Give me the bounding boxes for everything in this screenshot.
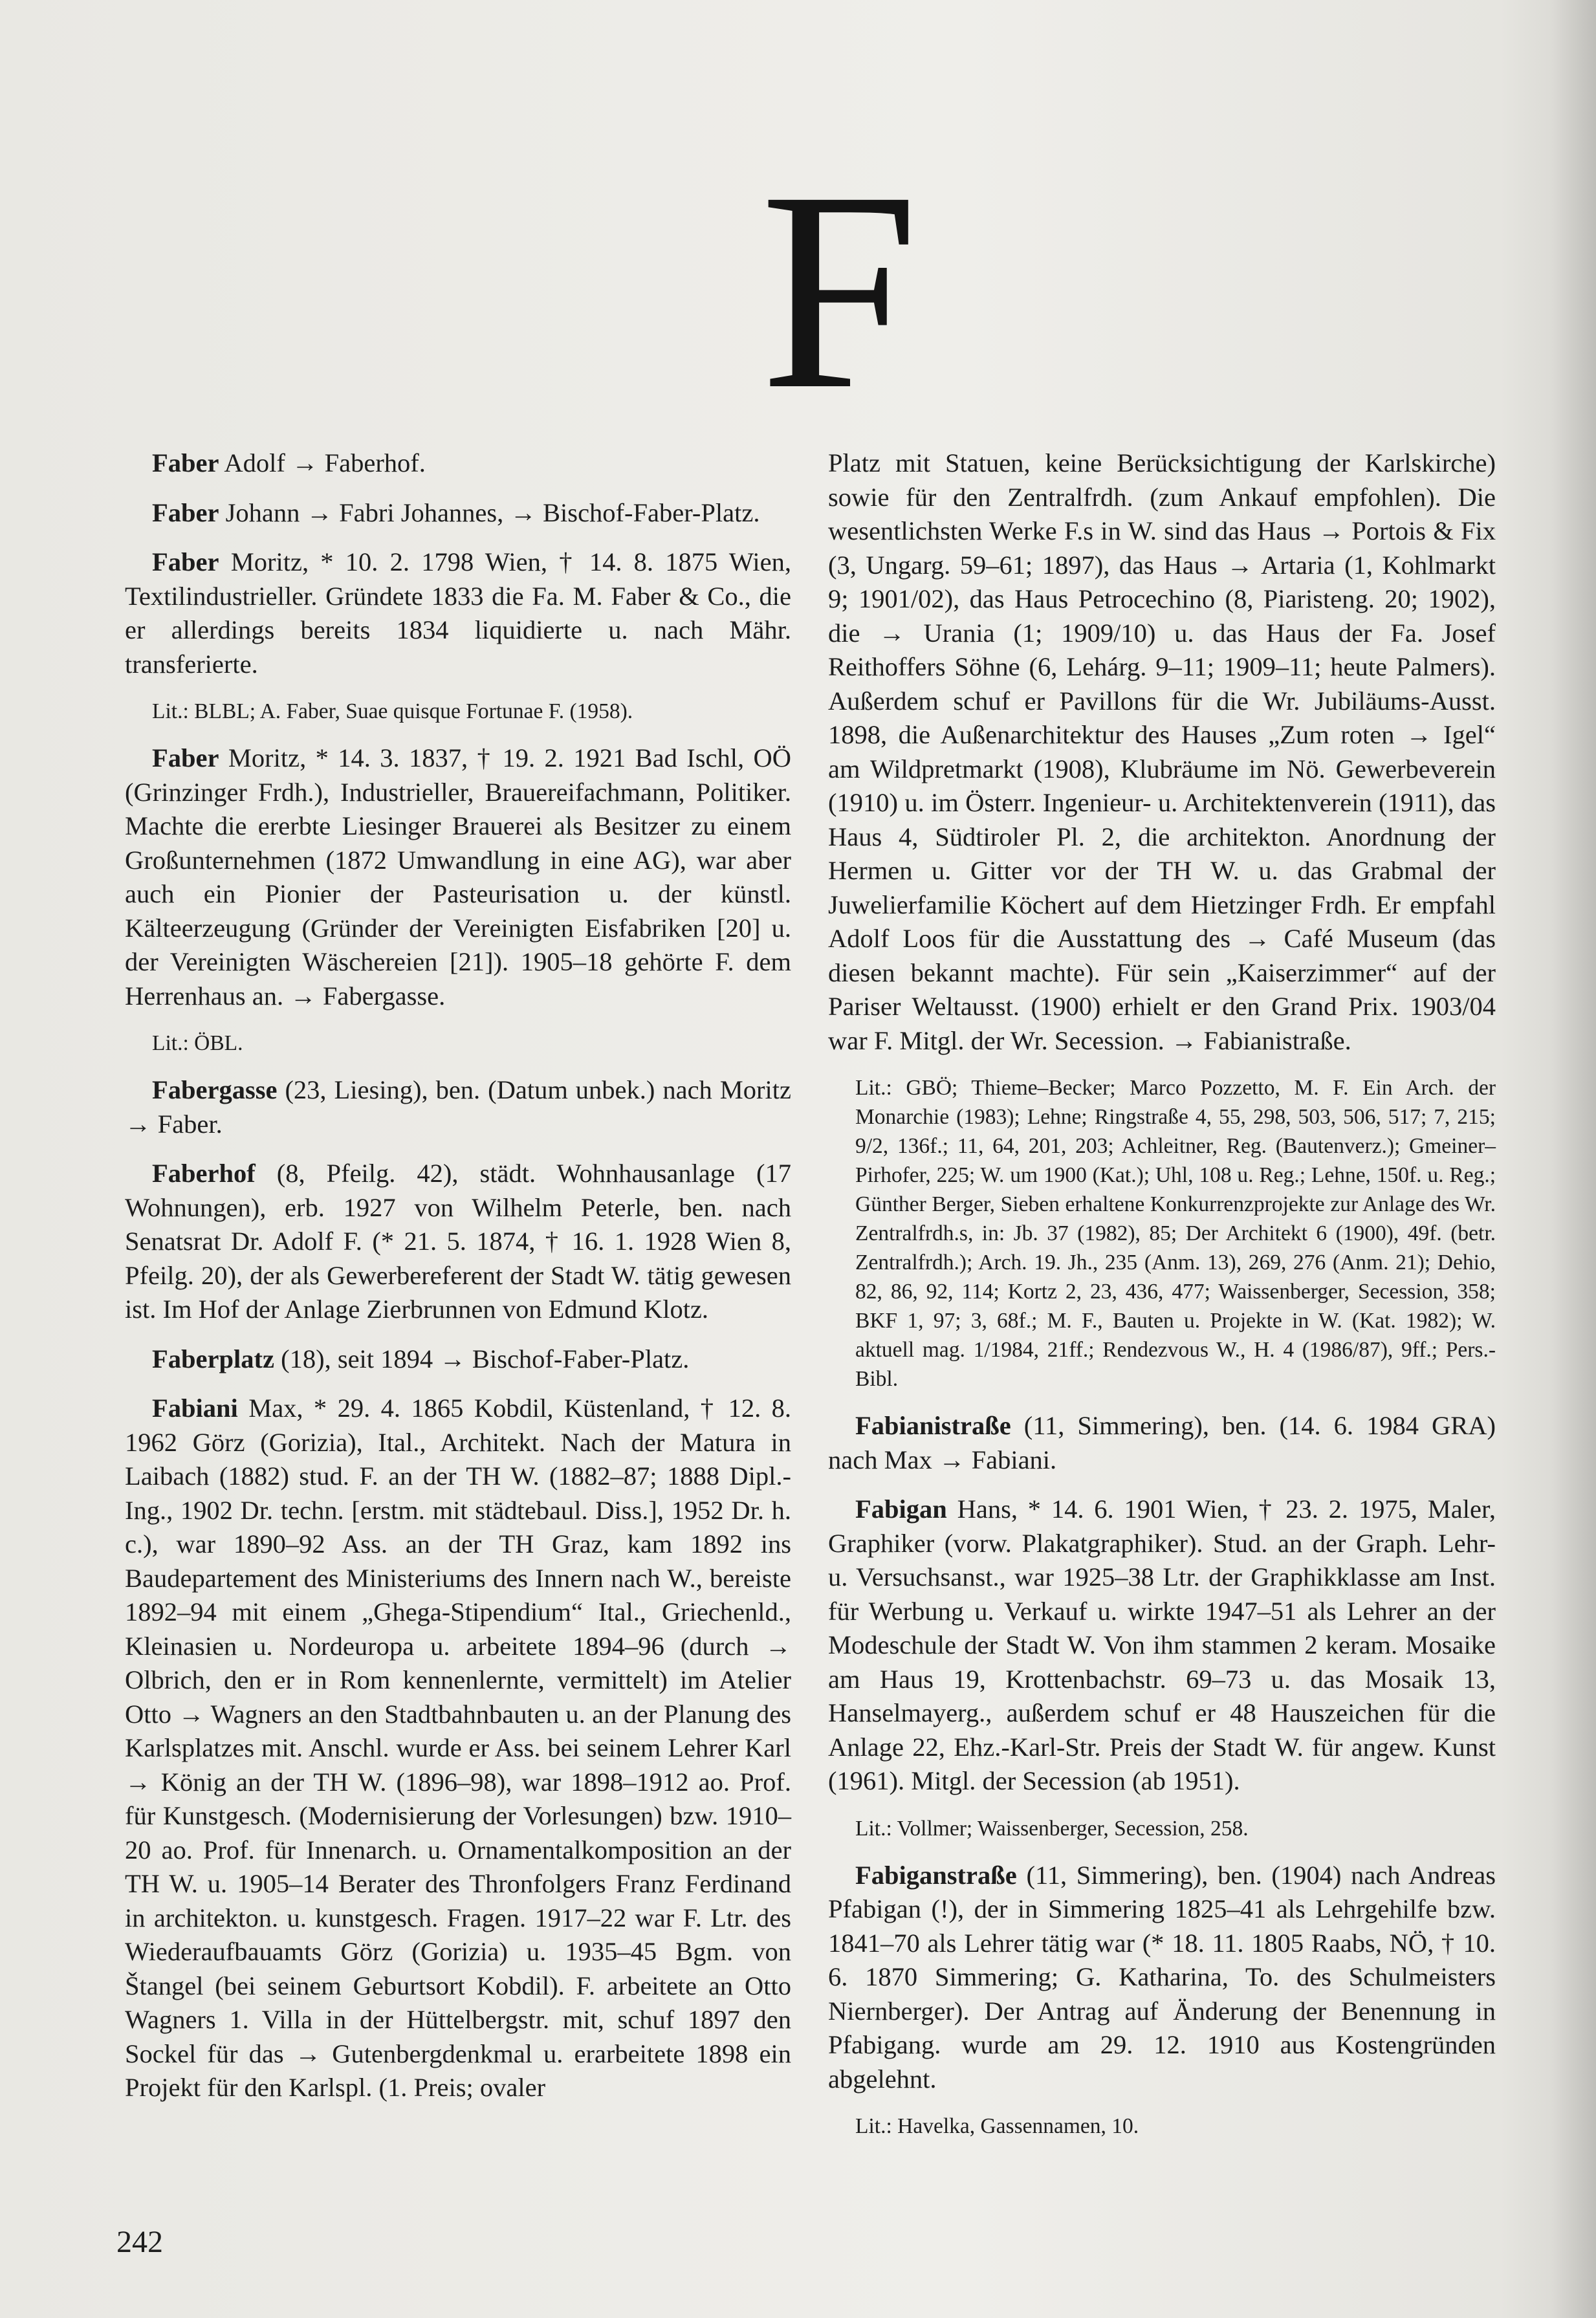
- headword: Faberplatz: [152, 1344, 274, 1373]
- entry-text: Johann → Fabri Johannes, → Bischof-Faber-Platz.: [225, 497, 760, 527]
- headword: Fabigan: [855, 1494, 947, 1524]
- literature-note: Lit.: BLBL; A. Faber, Suae quisque Fortunae F. (1958).: [152, 699, 633, 723]
- entry-text: Moritz, * 10. 2. 1798 Wien, † 14. 8. 1875 Wien, Textilindustrieller. Gründete 1833 die Fa. M. Faber & Co., die er allerdings bereits 1834 liquidierte u. nach Mähr. transferierte.: [125, 547, 792, 679]
- entry-text: (8, Pfeilg. 42), städt. Wohnhausanlage (17 Wohnungen), erb. 1927 von Wilhelm Peterle, ben. nach Senatsrat Dr. Adolf F. (* 21. 5. 1874, † 16. 1. 1928 Wien 8, Pfeilg. 20), der als Gewerbereferent der Stadt W. tätig gewesen ist. Im Hof der Anlage Zierbrunnen von Edmund Klotz.: [125, 1159, 791, 1324]
- entry-text: Max, * 29. 4. 1865 Kobdil, Küstenland, † 12. 8. 1962 Görz (Gorizia), Ital., Architekt. Nach der Matura in Laibach (1882) stud. F. an der TH W. (1882–87; 1888 Dipl.-Ing., 1902 Dr. techn. [erstm. mit städtebaul. Diss.], 1952 Dr. h. c.), war 1890–92 Ass. an der TH Graz, kam 1892 ins Baudepartement des Ministeriums des Innern nach W., bereiste 1892–94 mit einem „Ghega-Stipendium“ Ital., Griechenld., Kleinasien u. Nordeuropa u. arbeitete 1894–96 (durch → Olbrich, den er in Rom kennenlernte, vermittelt) im Atelier Otto → Wagners an den Stadtbahnbauten u. an der Planung des Karlsplatzes mit. Anschl. wurde er Ass. bei seinem Lehrer Karl → König an der TH W. (1896–98), war 1898–1912 ao. Prof. für Kunstgesch. (Modernisierung der Vorlesungen) bzw. 1910–20 ao. Prof. für Innenarch. u. Ornamentalkomposition an der TH W. u. 1905–14 Berater des Thronfolgers Franz Ferdinand in architekton. u. kunstgesch. Fragen. 1917–22 war F. Ltr. des Wiederaufbauamts Görz (Gorizia) u. 1935–45 Bgm. von Štangel (bei seinem Geburtsort Kobdil). F. arbeitete an Otto Wagners 1. Villa in der Hüttelbergstr. mit, schuf 1897 den Sockel für das → Gutenbergdenkmal u. erarbeitete 1898 ein Projekt für den Karlspl. (1. Preis; ovaler: [125, 1394, 791, 2102]
- headword: Faber: [152, 497, 219, 527]
- page-edge-shadow: [1551, 0, 1596, 2318]
- entry-text: Platz mit Statuen, keine Berücksichtigung der Karlskirche) sowie für den Zentralfrdh. (zum Ankauf empfohlen). Die wesentlichsten Werke F.s in W. sind das Haus → Portois & Fix (3, Ungarg. 59–61; 1897), das Haus → Artaria (1, Kohlmarkt 9; 1901/02), das Haus Petrocechino (8, Piaristeng. 20; 1902), die → Urania (1; 1909/10) u. das Haus der Fa. Josef Reithoffers Söhne (6, Lehárg. 9–11; 1909–11; heute Palmers). Außerdem schuf er Pavillons für die Wr. Jubiläums-Ausst. 1898, die Außenarchitektur des Hauses „Zum roten → Igel“ am Wildpretmarkt (1908), Klubräume im Nö. Gewerbeverein (1910) u. im Österr. Ingenieur- u. Architektenverein (1911), das Haus 4, Südtiroler Pl. 2, die architekton. Anordnung der Hermen u. Gitter vor der TH W. u. das Grabmal der Juwelierfamilie Köchert auf dem Hietzinger Frdh. Er empfahl Adolf Loos für die Ausstattung des → Café Museum (das diesen bekannt machte). Für sein „Kaiserzimmer“ auf der Pariser Weltausst. (1900) erhielt er den Grand Prix. 1903/04 war F. Mitgl. der Wr. Secession. → Fabianistraße.: [828, 448, 1496, 1055]
- entry-faber-johann: [125, 496, 791, 530]
- entry-text: (11, Simmering), ben. (14. 6. 1984 GRA) nach Max → Fabiani.: [828, 1411, 1496, 1474]
- entry-text: (11, Simmering), ben. (1904) nach Andreas Pfabigan (!), der in Simmering 1825–41 als Lehrgehilfe bzw. 1841–70 als Lehrer tätig war (* 18. 11. 1805 Raabs, NÖ, † 10. 6. 1870 Simmering; G. Katharina, To. des Schulmeisters Niernberger). Der Antrag auf Änderung der Benennung in Pfabigang. wurde am 29. 12. 1910 aus Kostengründen abgelehnt.: [828, 1860, 1496, 2094]
- entry-text: Moritz, * 14. 3. 1837, † 19. 2. 1921 Bad Ischl, OÖ (Grinzinger Frdh.), Industrieller, Brauereifachmann, Politiker. Machte die ererbte Liesinger Brauerei als Besitzer zu einem Großunternehmen (1872 Umwandlung in eine AG), war aber auch ein Pionier der Pasteurisation u. der künstl. Kälteerzeugung (Gründer der Vereinigten Eisfabriken [20] u. der Vereinigten Wäschereien [21]). 1905–18 gehörte F. dem Herrenhaus an. → Fabergasse.: [125, 743, 791, 1011]
- headword: Faberhof: [152, 1159, 256, 1188]
- literature-note: Lit.: Vollmer; Waissenberger, Secession, 258.: [855, 1816, 1249, 1841]
- entry-faber-moritz-1798: [125, 545, 791, 681]
- page-number: 242: [116, 2225, 163, 2259]
- literature-note: Lit.: Havelka, Gassennamen, 10.: [855, 2114, 1139, 2138]
- entry-text: (23, Liesing), ben. (Datum unbek.) nach Moritz → Faber.: [125, 1075, 791, 1139]
- headword: Fabianistraße: [855, 1411, 1011, 1440]
- entry-faberplatz: [125, 1342, 791, 1377]
- entry-faber-adolf: [125, 446, 791, 481]
- headword: Faber: [152, 743, 219, 772]
- entry-faberhof: [125, 1157, 791, 1327]
- entry-faber-moritz-1837: [125, 741, 791, 1013]
- entry-text: Hans, * 14. 6. 1901 Wien, † 23. 2. 1975, Maler, Graphiker (vorw. Plakatgraphiker). Stud. an der Graph. Lehr- u. Versuchsanst., war 1925–38 Ltr. der Graphikklasse am Inst. für Werbung u. Verkauf u. wirkte 1947–51 als Lehrer an der Modeschule der Stadt W. Von ihm stammen 2 keram. Mosaike am Haus 19, Krottenbachstr. 69–73 u. das Mosaik 13, Hanselmayerg., außerdem schuf er 48 Hauszeichen für die Anlage 22, Ehz.-Karl-Str. Preis der Stadt W. für angew. Kunst (1961). Mitgl. der Secession (ab 1951).: [828, 1494, 1496, 1795]
- literature-note: Lit.: ÖBL.: [152, 1031, 243, 1055]
- right-column: [828, 446, 1496, 2156]
- entry-text: Adolf → Faberhof.: [224, 448, 426, 477]
- headword: Faber: [152, 448, 219, 477]
- entry-fabiani-continued: [828, 446, 1496, 1058]
- headword: Faber: [152, 547, 219, 576]
- entry-fabigan: [828, 1492, 1496, 1799]
- entry-fabianistrasse: [828, 1409, 1496, 1477]
- left-column: [125, 446, 791, 2121]
- headword: Fabergasse: [152, 1075, 278, 1104]
- literature-note: Lit.: GBÖ; Thieme–Becker; Marco Pozzetto, M. F. Ein Arch. der Monarchie (1983); Lehne; Ringstraße 4, 55, 298, 503, 506, 517; 7, 215; 9/2, 136f.; 11, 64, 201, 203; Achleitner, Reg. (Bautenverz.); Gmeiner–Pirhofer, 225; W. um 1900 (Kat.); Uhl, 108 u. Reg.; Lehne, 150f. u. Reg.; Günther Berger, Sieben erhaltene Konkurrenzprojekte zur Anlage des Wr. Zentralfrdh.s, in: Jb. 37 (1982), 85; Der Architekt 6 (1900), 49f. (betr. Zentralfrdh.); Arch. 19. Jh., 235 (Anm. 13), 269, 276 (Anm. 21); Dehio, 82, 86, 92, 114; Kortz 2, 23, 436, 477; Waissenberger, Secession, 358; BKF 1, 97; 3, 68f.; M. F., Bauten u. Projekte in W. (Kat. 1982); W. aktuell mag. 1/1984, 21ff.; Rendezvous W., H. 4 (1986/87), 9ff.; Pers.-Bibl.: [855, 1076, 1496, 1391]
- headword: Fabiganstraße: [855, 1860, 1017, 1890]
- entry-text: (18), seit 1894 → Bischof-Faber-Platz.: [281, 1344, 690, 1373]
- section-initial-letter: F: [760, 133, 919, 448]
- headword: Fabiani: [152, 1394, 238, 1423]
- entry-fabiani: [125, 1392, 791, 2105]
- entry-fabiganstrasse: [828, 1859, 1496, 2097]
- entry-fabergasse: [125, 1073, 791, 1141]
